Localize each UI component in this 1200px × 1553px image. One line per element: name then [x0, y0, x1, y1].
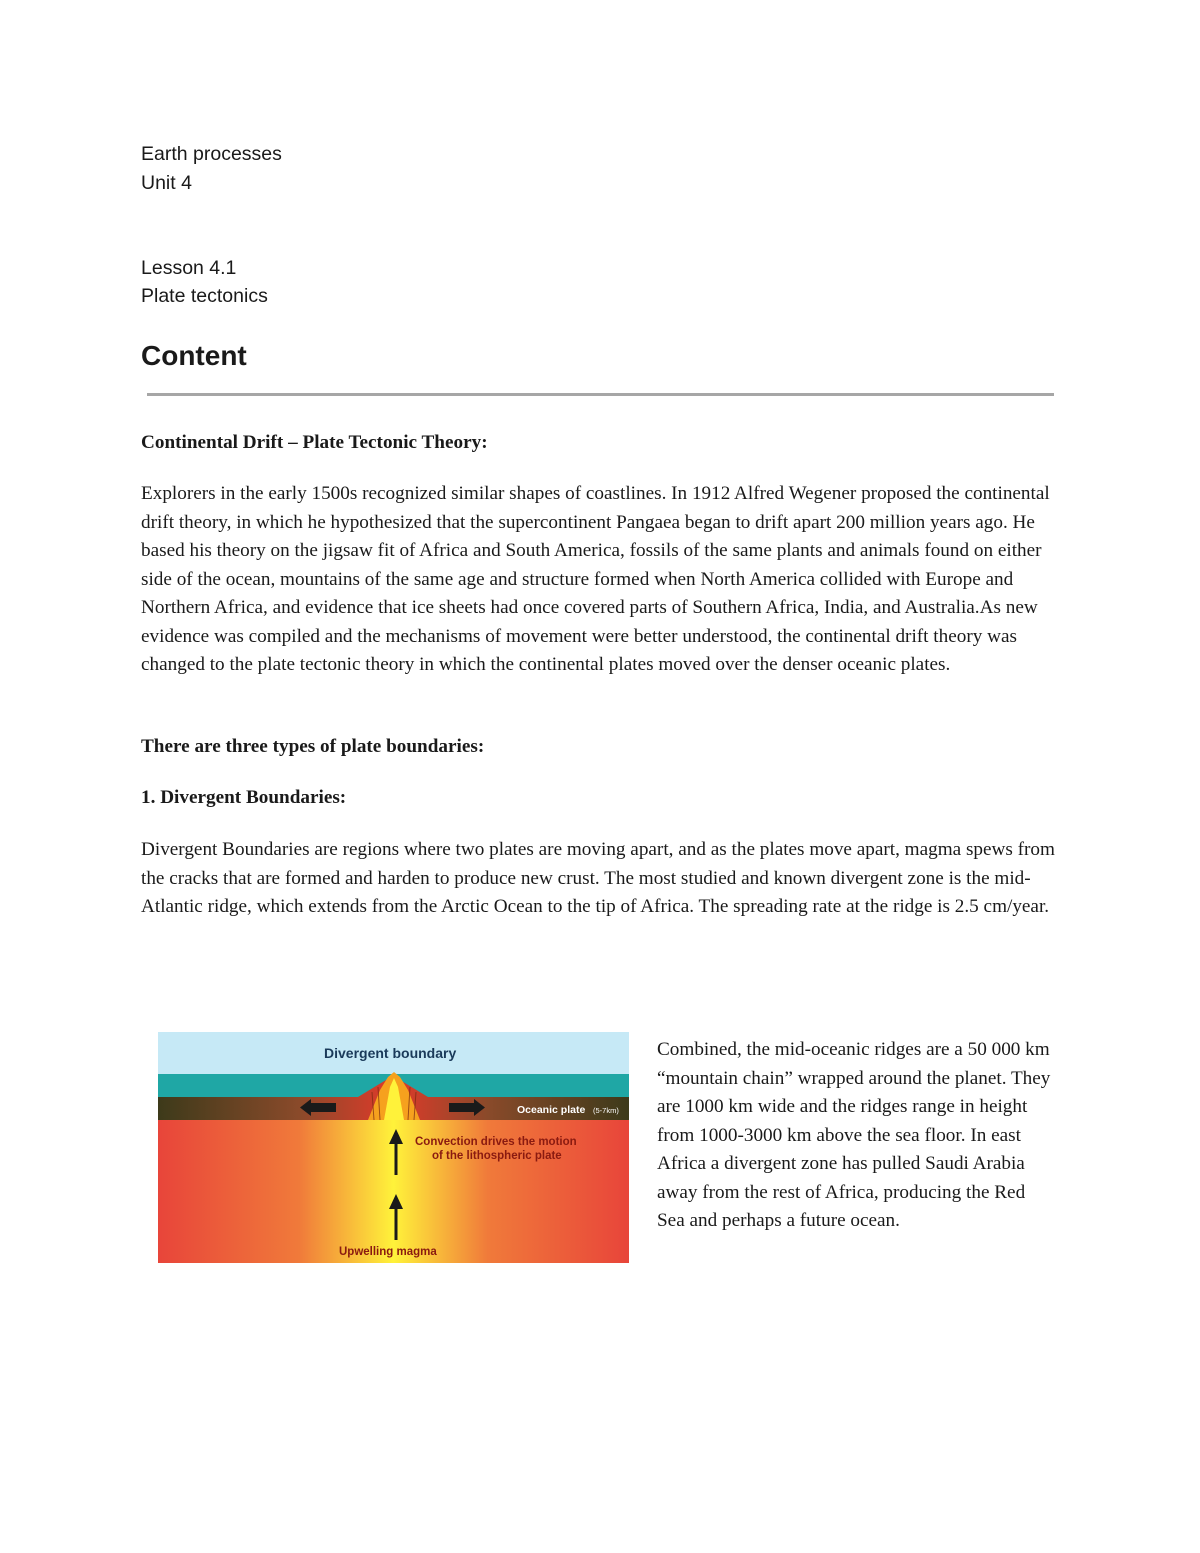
mid-ocean-ridge-text: Combined, the mid-oceanic ridges are a 50 000 km “mountain chain” wrapped around the planet. They are 1000 km wide and the ridges range in height from 1000-3000 km above the sea floor. In east Africa a divergent zone has pulled Saudi Arabia away from the rest of Africa, producing the Red Sea and perhaps a future ocean.	[657, 1039, 1051, 1231]
plate-label: Oceanic plate	[517, 1104, 586, 1116]
divergent-boundaries-paragraph: Divergent Boundaries are regions where two plates are moving apart, and as the plates move apart, magma spews from the cracks that are formed and harden to produce new crust. The most studied and known divergent zone is the mid-Atlantic ridge, which extends from the Arctic Ocean to the tip of Africa. The spreading rate at the ridge is 2.5 cm/year.	[141, 839, 1055, 917]
boundaries-intro-heading: There are three types of plate boundaries:	[141, 736, 485, 757]
convection-label-line1: Convection drives the motion	[415, 1136, 577, 1148]
diagram-title: Divergent boundary	[324, 1045, 457, 1061]
unit-label: Unit 4	[141, 172, 192, 194]
plate-thickness-label: (5-7km)	[593, 1106, 619, 1115]
magma-label: Upwelling magma	[339, 1246, 437, 1258]
topic-title: Plate tectonics	[141, 285, 268, 307]
section-heading-continental-drift: Continental Drift – Plate Tectonic Theory:	[141, 432, 488, 453]
continental-drift-paragraph: Explorers in the early 1500s recognized similar shapes of coastlines. In 1912 Alfred Wegener proposed the continental drift theory, in which he hypothesized that the supercontinent Pangaea began to drift apart 200 million years ago. He based his theory on the jigsaw fit of Africa and South America, fossils of the same plants and animals found on either side of the ocean, mountains of the same age and structure formed when North America collided with Europe and Northern Africa, and evidence that ice sheets had once covered parts of Southern Africa, India, and Australia.As new evidence was compiled and the mechanisms of movement were better understood, the continental drift theory was changed to the plate tectonic theory in which the continental plates moved over the denser oceanic plates.	[141, 483, 1050, 675]
course-title: Earth processes	[141, 143, 282, 165]
convection-label-line2: of the lithospheric plate	[432, 1150, 562, 1162]
lesson-label: Lesson 4.1	[141, 257, 237, 279]
divergent-boundary-diagram	[158, 1032, 629, 1263]
divergent-boundaries-heading: 1. Divergent Boundaries:	[141, 787, 347, 808]
heading-divider	[147, 393, 1054, 396]
content-heading: Content	[141, 340, 247, 371]
